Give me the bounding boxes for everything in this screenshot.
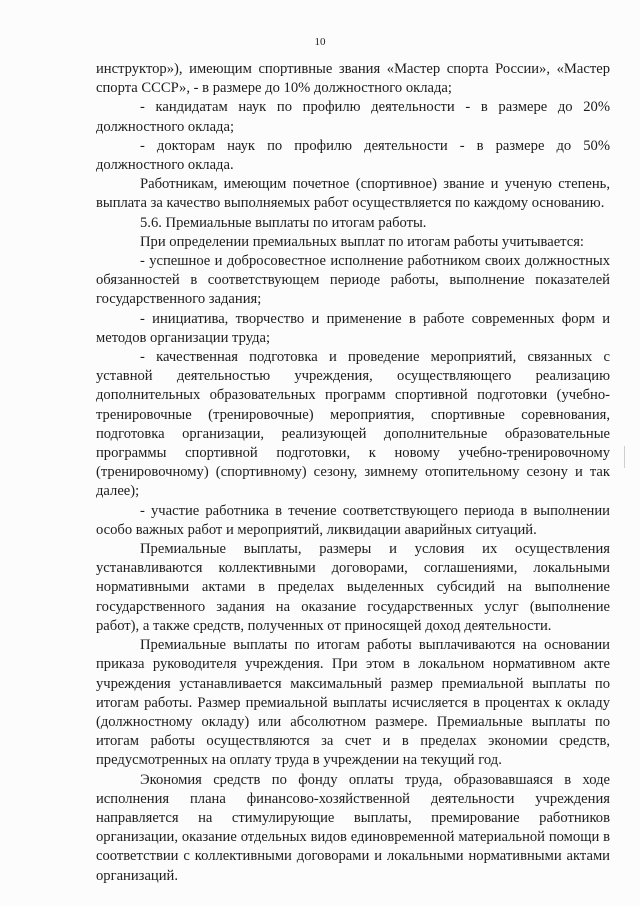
list-item-candidates-of-science: - кандидатам наук по профилю деятельности - в размере до 20% должностного оклада; [96, 99, 610, 135]
list-item-diligent-performance: - успешное и добросовестное исполнение работником своих должностных обязанностей в соответствующем периоде работы, выполнение показателей государственного задания; [96, 253, 610, 308]
paragraph-bonus-payment-order: Премиальные выплаты по итогам работы выплачиваются на основании приказа руководителя учреждения. При этом в локальном нормативном акте учреждения устанавливается максимальный размер премиальной выплаты по итогам работы. Размер премиальной выплаты исчисляется в процентах к окладу (должностному окладу) или абсолютном размере. Премиальные выплаты по итогам работы осуществляются за счет и в пределах экономии средств, предусмотренных на оплату труда в учреждении на текущий год. [96, 637, 610, 769]
list-item-doctors-of-science: - докторам наук по профилю деятельности - в размере до 50% должностного оклада. [96, 137, 610, 174]
list-item-special-works: - участие работника в течение соответствующего периода в выполнении особо важных работ и мероприятий, ликвидации аварийных ситуаций. [96, 502, 610, 538]
list-item-event-preparation: - качественная подготовка и проведение мероприятий, связанных с уставной деятельностью учреждения, осуществляющего реализацию дополнительных образовательных программ спортивной подготовки (учебно-тренировочные (тренировочные) мероприятия, спортивные соревнования, подготовка организации, реализующей дополнительные образовательные программы спортивной подготовки, к новому учебно-тренировочному (тренировочному) (спортивному) сезону, зимнему отопительному сезону и так далее); [96, 349, 610, 500]
list-item-initiative: - инициатива, творчество и применение в работе современных форм и методов организации труда; [96, 310, 610, 346]
document-body [96, 60, 610, 886]
scan-edge-mark [624, 446, 625, 468]
paragraph-sports-titles: инструктор»), имеющим спортивные звания «Мастер спорта России», «Мастер спорта СССР», - в размере до 10% должностного оклада; [96, 61, 610, 97]
section-heading-5-6: 5.6. Премиальные выплаты по итогам работы. [140, 214, 427, 231]
paragraph-payroll-savings: Экономия средств по фонду оплаты труда, образовавшаяся в ходе исполнения плана финансово-хозяйственной деятельности учреждения направляется на стимулирующие выплаты, премирование работников организации, оказание отдельных видов единовременной материальной помощи в соответствии с коллективными договорами и локальными нормативными актами организаций. [96, 771, 610, 884]
paragraph-bonus-criteria-intro: При определении премиальных выплат по итогам работы учитывается: [140, 233, 584, 250]
paragraph-bonus-conditions: Премиальные выплаты, размеры и условия их осуществления устанавливаются коллективными договорами, соглашениями, локальными нормативными актами в пределах выделенных субсидий на выполнение государственного задания на оказание государственных услуг (выполнение работ), а также средств, полученных от приносящей доход деятельности. [96, 541, 610, 634]
paragraph-honorary-title: Работникам, имеющим почетное (спортивное) звание и ученую степень, выплата за качество выполняемых работ осуществляется по каждому основанию. [96, 176, 610, 212]
page-number: 10 [314, 36, 326, 48]
